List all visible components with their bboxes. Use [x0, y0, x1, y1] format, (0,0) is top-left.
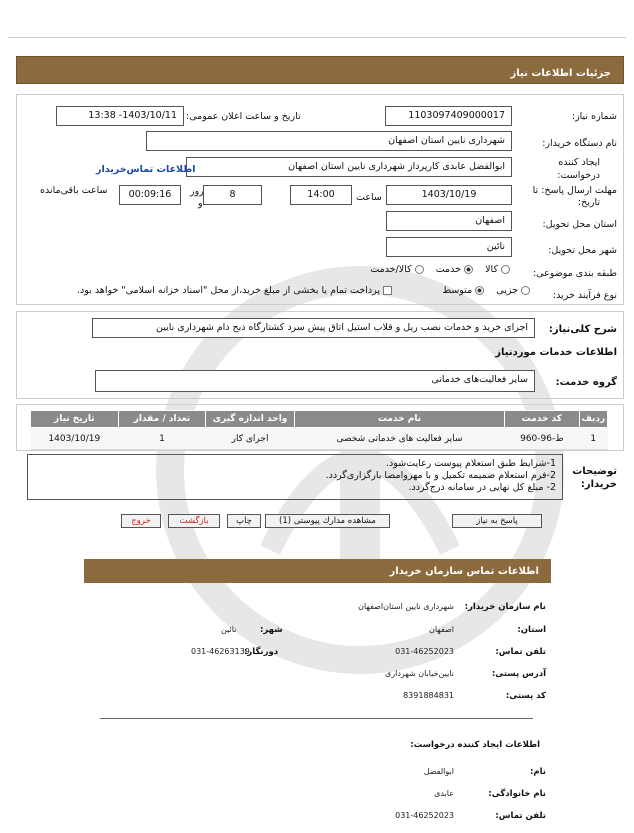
process-label: نوع فرآیند خرید: — [552, 290, 617, 301]
page-header — [16, 56, 624, 84]
note-line: 1-شرایط طبق استعلام پیوست رعایت‌شود. — [386, 458, 556, 469]
creator-info-title: اطلاعات ایجاد کننده درخواست: — [410, 740, 540, 750]
notes-box — [27, 454, 563, 500]
creator-phone-value: 031-46252023 — [395, 811, 454, 820]
table-cell: سایر فعالیت های خدماتی شخصی — [294, 428, 504, 450]
category-option-service[interactable]: خدمت — [436, 264, 473, 275]
contact-section-header — [84, 559, 551, 583]
exit-button[interactable]: خروج — [121, 514, 161, 528]
days-field: 8 — [203, 185, 262, 205]
view-documents-button[interactable]: مشاهده مدارك پیوستی (1) — [265, 514, 390, 528]
summary-field: اجرای خرید و خدمات نصب ریل و قلاب استیل اتاق پیش سرد کشتارگاه ذبح دام شهرداری نایین — [92, 318, 535, 338]
note-line: 2-فرم استعلام ضمیمه تکمیل و با مهروامضا بارگزاری‌گردد. — [325, 470, 556, 481]
table-header-row — [31, 411, 608, 428]
services-section-title: اطلاعات خدمات موردنیاز — [495, 347, 617, 358]
province-field: اصفهان — [386, 211, 512, 231]
remaining-time-field: 00:09:16 — [119, 185, 181, 205]
contact-section-title: اطلاعات تماس سازمان خریدار — [389, 566, 539, 577]
creator-name-value: ابوالفضل — [423, 767, 454, 776]
city-field: نائین — [386, 237, 512, 257]
table-cell: 1 — [118, 428, 206, 450]
creator-phone-label: تلفن تماس: — [495, 811, 546, 821]
deadline-date-field: 1403/10/19 — [386, 185, 512, 205]
creator-family-label: نام خانوادگی: — [488, 789, 546, 799]
category-radio-group — [330, 264, 510, 275]
services-table — [30, 410, 608, 450]
buyer-org-field: شهرداری نایین استان اصفهان — [146, 131, 512, 151]
buyer-contact-link[interactable]: اطلاعات تماس‌خریدار — [96, 164, 196, 175]
remaining-label: ساعت باقی‌مانده — [40, 185, 108, 196]
column-header: کد خدمت — [505, 411, 579, 428]
column-header: واحد اندازه گیری — [206, 411, 295, 428]
category-option-goods[interactable]: کالا — [485, 264, 510, 275]
payment-checkbox[interactable] — [383, 286, 392, 295]
category-label: طبقه بندی موضوعی: — [532, 268, 617, 279]
contact-divider — [100, 718, 533, 719]
process-radio-group — [420, 285, 530, 296]
day-label: روز — [190, 186, 204, 197]
table-cell: اجرای کار — [206, 428, 295, 450]
reply-button[interactable]: پاسخ به نیاز — [452, 514, 542, 528]
announce-field: 1403/10/11- 13:38 — [56, 106, 184, 126]
column-header: نام خدمت — [294, 411, 504, 428]
deadline-label: مهلت ارسال پاسخ: تا — [532, 185, 617, 196]
need-number-label: شماره نیاز: — [571, 111, 617, 122]
deadline-label-2: تاریخ: — [577, 197, 600, 208]
need-number-field: 1103097409000017 — [385, 106, 512, 126]
phone-value: 031-46252023 — [395, 647, 454, 656]
back-button[interactable]: بازگشت — [168, 514, 220, 528]
org-value: شهرداری نایین استان‌اصفهان — [358, 602, 454, 611]
address-label: آدرس پستی: — [491, 669, 546, 679]
service-group-field: سایر فعالیت‌های خدماتی — [95, 370, 535, 392]
notes-label-2: خریدار: — [580, 479, 617, 490]
service-group-label: گروه خدمت: — [555, 377, 617, 388]
city-label: شهر محل تحویل: — [548, 245, 617, 256]
buyer-org-label: نام دستگاه خریدار: — [542, 138, 617, 149]
radio-icon[interactable] — [415, 265, 424, 274]
fax-label: دورنگار: — [244, 647, 279, 657]
postal-label: کد پستی: — [505, 691, 546, 701]
creator-name-label: نام: — [529, 767, 546, 777]
payment-note: پرداخت تمام یا بخشی از مبلغ خرید،از محل "اسناد خزانه اسلامی" خواهد بود. — [52, 285, 392, 296]
table-cell: ط-96-960 — [505, 428, 579, 450]
table-row — [31, 428, 608, 450]
deadline-time-field: 14:00 — [290, 185, 352, 205]
notes-label: توضیحات — [572, 466, 617, 477]
column-header: تاریخ نیاز — [31, 411, 119, 428]
contact-city-label: شهر: — [260, 625, 283, 635]
page-title: جزئیات اطلاعات نیاز — [510, 68, 611, 79]
org-label: نام سازمان خریدار: — [464, 602, 546, 612]
creator-field: ابوالفضل عابدی کارپرداز شهرداری نایین استان اصفهان — [186, 157, 512, 177]
contact-city-value: نائین — [221, 625, 237, 634]
phone-label: تلفن تماس: — [495, 647, 546, 657]
postal-value: 8391884831 — [403, 691, 454, 700]
table-cell: 1 — [579, 428, 607, 450]
note-line: 2- مبلغ کل نهایی در سامانه درج‌گردد. — [408, 482, 556, 493]
fax-value: 031-46263139 — [191, 647, 250, 656]
creator-label: ایجاد کننده — [558, 157, 600, 168]
address-value: نایین‌خیابان شهرداری — [385, 669, 454, 678]
contact-province-label: استان: — [517, 625, 546, 635]
announce-label: تاریخ و ساعت اعلان عمومی: — [186, 111, 301, 122]
time-label: ساعت — [356, 192, 382, 203]
radio-selected-icon[interactable] — [464, 265, 473, 274]
radio-selected-icon[interactable] — [475, 286, 484, 295]
creator-label-2: درخواست: — [557, 170, 600, 181]
province-label: استان محل تحویل: — [542, 219, 617, 230]
and-label: و — [198, 198, 203, 209]
table-cell: 1403/10/19 — [31, 428, 119, 450]
contact-province-value: اصفهان — [428, 625, 454, 634]
top-divider — [8, 37, 626, 38]
summary-label: شرح کلی‌نیاز: — [548, 324, 617, 335]
creator-family-value: عابدی — [434, 789, 454, 798]
radio-icon[interactable] — [501, 265, 510, 274]
category-option-both[interactable]: کالا/خدمت — [370, 264, 423, 275]
column-header: تعداد / مقدار — [118, 411, 206, 428]
process-option-minor[interactable]: جزیی — [496, 285, 530, 296]
radio-icon[interactable] — [521, 286, 530, 295]
column-header: ردیف — [579, 411, 607, 428]
print-button[interactable]: چاپ — [227, 514, 261, 528]
process-option-medium[interactable]: متوسط — [442, 285, 484, 296]
